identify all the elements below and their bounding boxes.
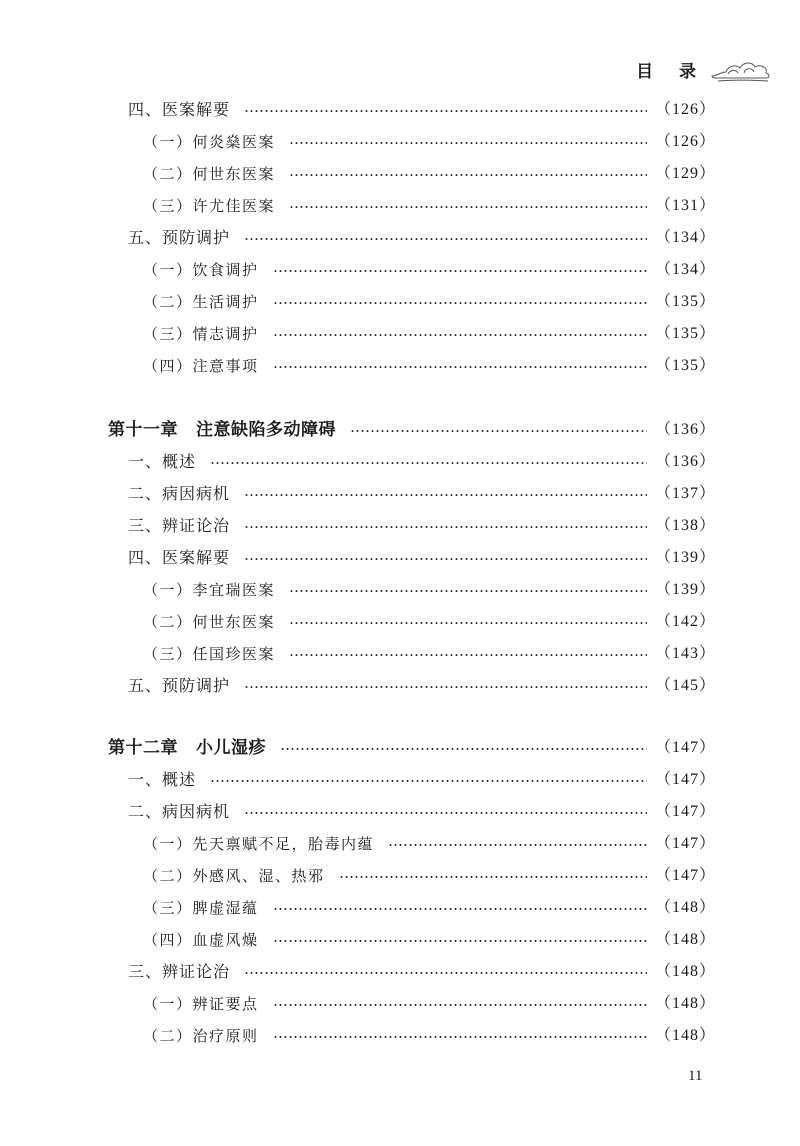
toc-entry[interactable]: [128, 448, 716, 476]
dot-leader: [273, 302, 647, 304]
toc-entry[interactable]: [128, 958, 716, 986]
dot-leader: [388, 844, 647, 846]
toc-entry-label: （三）情志调护: [143, 325, 259, 343]
toc-entry-label: （三）许尤佳医案: [143, 197, 276, 215]
toc-entry[interactable]: [128, 544, 716, 572]
toc-entry[interactable]: [143, 926, 716, 954]
toc-entry-page: （139）: [654, 549, 716, 566]
toc-entry[interactable]: [128, 224, 716, 252]
toc-entry-label: 四、医案解要: [128, 100, 231, 119]
dot-leader: [289, 622, 647, 624]
dot-leader: [273, 270, 647, 272]
header-title: 目 录: [636, 61, 706, 82]
toc-entry-label: 一、概述: [128, 452, 197, 471]
toc-entry-label: （三）脾虚湿蕴: [143, 899, 259, 917]
toc-entry-page: （147）: [654, 867, 716, 884]
toc-entry-label: 三、辨证论治: [128, 962, 231, 981]
toc-entry-label: （二）外感风、湿、热邪: [143, 867, 325, 885]
dot-leader: [244, 494, 647, 496]
dot-leader: [244, 812, 647, 814]
dot-leader: [289, 142, 647, 144]
chapter-title: 小儿湿疹: [196, 738, 266, 758]
toc-entry-page: （147）: [654, 835, 716, 852]
toc-entry-label: 四、医案解要: [128, 548, 231, 567]
dot-leader: [273, 334, 647, 336]
toc-entry[interactable]: [128, 672, 716, 700]
toc-entry-page: （148）: [654, 995, 716, 1012]
toc-entry[interactable]: [143, 160, 716, 188]
dot-leader: [339, 876, 647, 878]
toc-entry-label: （一）先天禀赋不足，胎毒内蕴: [143, 835, 375, 853]
toc-entry-label: （一）李宜瑞医案: [143, 581, 276, 599]
toc-entry-label: （二）治疗原则: [143, 1027, 259, 1045]
toc-entry-label: （一）何炎燊医案: [143, 133, 276, 151]
toc-entry[interactable]: [143, 576, 716, 604]
toc-entry[interactable]: [128, 798, 716, 826]
dot-leader: [210, 462, 647, 464]
page-number: 11: [688, 1068, 703, 1084]
dot-leader: [289, 654, 647, 656]
toc-entry-page: （134）: [654, 229, 716, 246]
toc-entry-label: （一）饮食调护: [143, 261, 259, 279]
toc-entry-page: （142）: [654, 613, 716, 630]
chapter-number: 第十二章: [108, 738, 178, 758]
toc-entry-page: （137）: [654, 485, 716, 502]
dot-leader: [244, 110, 647, 112]
toc-entry-page: （135）: [654, 325, 716, 342]
toc-entry-page: （148）: [654, 899, 716, 916]
toc-entry-label: 五、预防调护: [128, 676, 231, 695]
dot-leader: [273, 940, 647, 942]
toc-entry-label: 一、概述: [128, 770, 197, 789]
toc-entry[interactable]: [128, 766, 716, 794]
toc-entry[interactable]: [128, 480, 716, 508]
toc-entry[interactable]: [143, 1022, 716, 1050]
toc-entry-page: （126）: [654, 101, 716, 118]
toc-entry-page: （147）: [654, 771, 716, 788]
toc-entry[interactable]: [143, 192, 716, 220]
toc-entry-label: （一）辨证要点: [143, 995, 259, 1013]
toc-entry-page: （143）: [654, 645, 716, 662]
toc-entry[interactable]: [128, 96, 716, 124]
toc-entry-page: （134）: [654, 261, 716, 278]
toc-entry-page: （136）: [654, 453, 716, 470]
toc-entry-label: [108, 734, 266, 762]
dot-leader: [210, 780, 647, 782]
toc-entry[interactable]: [128, 512, 716, 540]
toc-entry-page: （147）: [654, 739, 716, 756]
toc-entry[interactable]: [143, 894, 716, 922]
toc-entry-label: （二）生活调护: [143, 293, 259, 311]
toc-entry-label: （二）何世东医案: [143, 613, 276, 631]
toc-entry-page: （148）: [654, 963, 716, 980]
dot-leader: [350, 430, 647, 432]
dot-leader: [289, 174, 647, 176]
toc-entry-page: （147）: [654, 803, 716, 820]
dot-leader: [273, 1036, 647, 1038]
toc-entry-page: （131）: [654, 197, 716, 214]
dot-leader: [244, 558, 647, 560]
toc-entry-label: 二、病因病机: [128, 484, 231, 503]
toc-entry[interactable]: [143, 128, 716, 156]
dot-leader: [289, 206, 647, 208]
dot-leader: [244, 238, 647, 240]
toc-entry-label: 二、病因病机: [128, 802, 231, 821]
toc-chapter-entry[interactable]: [108, 734, 716, 762]
toc-entry[interactable]: [143, 862, 716, 890]
dot-leader: [280, 748, 647, 750]
dot-leader: [289, 590, 647, 592]
dot-leader: [273, 366, 647, 368]
toc-entry-page: （135）: [654, 293, 716, 310]
toc-entry-page: （145）: [654, 677, 716, 694]
chapter-title: 注意缺陷多动障碍: [196, 420, 336, 440]
toc-entry[interactable]: [143, 990, 716, 1018]
toc-entry[interactable]: [143, 288, 716, 316]
toc-entry-label: 三、辨证论治: [128, 516, 231, 535]
toc-entry[interactable]: [143, 640, 716, 668]
toc-entry-page: （135）: [654, 357, 716, 374]
chapter-number: 第十一章: [108, 420, 178, 440]
toc-entry[interactable]: [143, 830, 716, 858]
toc-entry-label: （二）何世东医案: [143, 165, 276, 183]
dot-leader: [273, 908, 647, 910]
dot-leader: [244, 526, 647, 528]
toc-entry[interactable]: [143, 320, 716, 348]
toc-chapter-entry[interactable]: [108, 416, 716, 444]
toc-entry-page: （148）: [654, 1027, 716, 1044]
toc-entry-label: （三）任国珍医案: [143, 645, 276, 663]
toc-entry[interactable]: [143, 352, 716, 380]
toc-entry-page: （126）: [654, 133, 716, 150]
toc-entry-label: （四）注意事项: [143, 357, 259, 375]
toc-entry-page: （148）: [654, 931, 716, 948]
toc-entry-page: （139）: [654, 581, 716, 598]
dot-leader: [244, 686, 647, 688]
toc-entry-label: （四）血虚风燥: [143, 931, 259, 949]
toc-entry[interactable]: [143, 256, 716, 284]
toc-entry[interactable]: [143, 608, 716, 636]
toc-entry-page: （136）: [654, 421, 716, 438]
toc-entry-label: [108, 416, 336, 444]
toc-entry-label: 五、预防调护: [128, 228, 231, 247]
dot-leader: [244, 972, 647, 974]
toc-entry-page: （129）: [654, 165, 716, 182]
dot-leader: [273, 1004, 647, 1006]
toc-entry-page: （138）: [654, 517, 716, 534]
